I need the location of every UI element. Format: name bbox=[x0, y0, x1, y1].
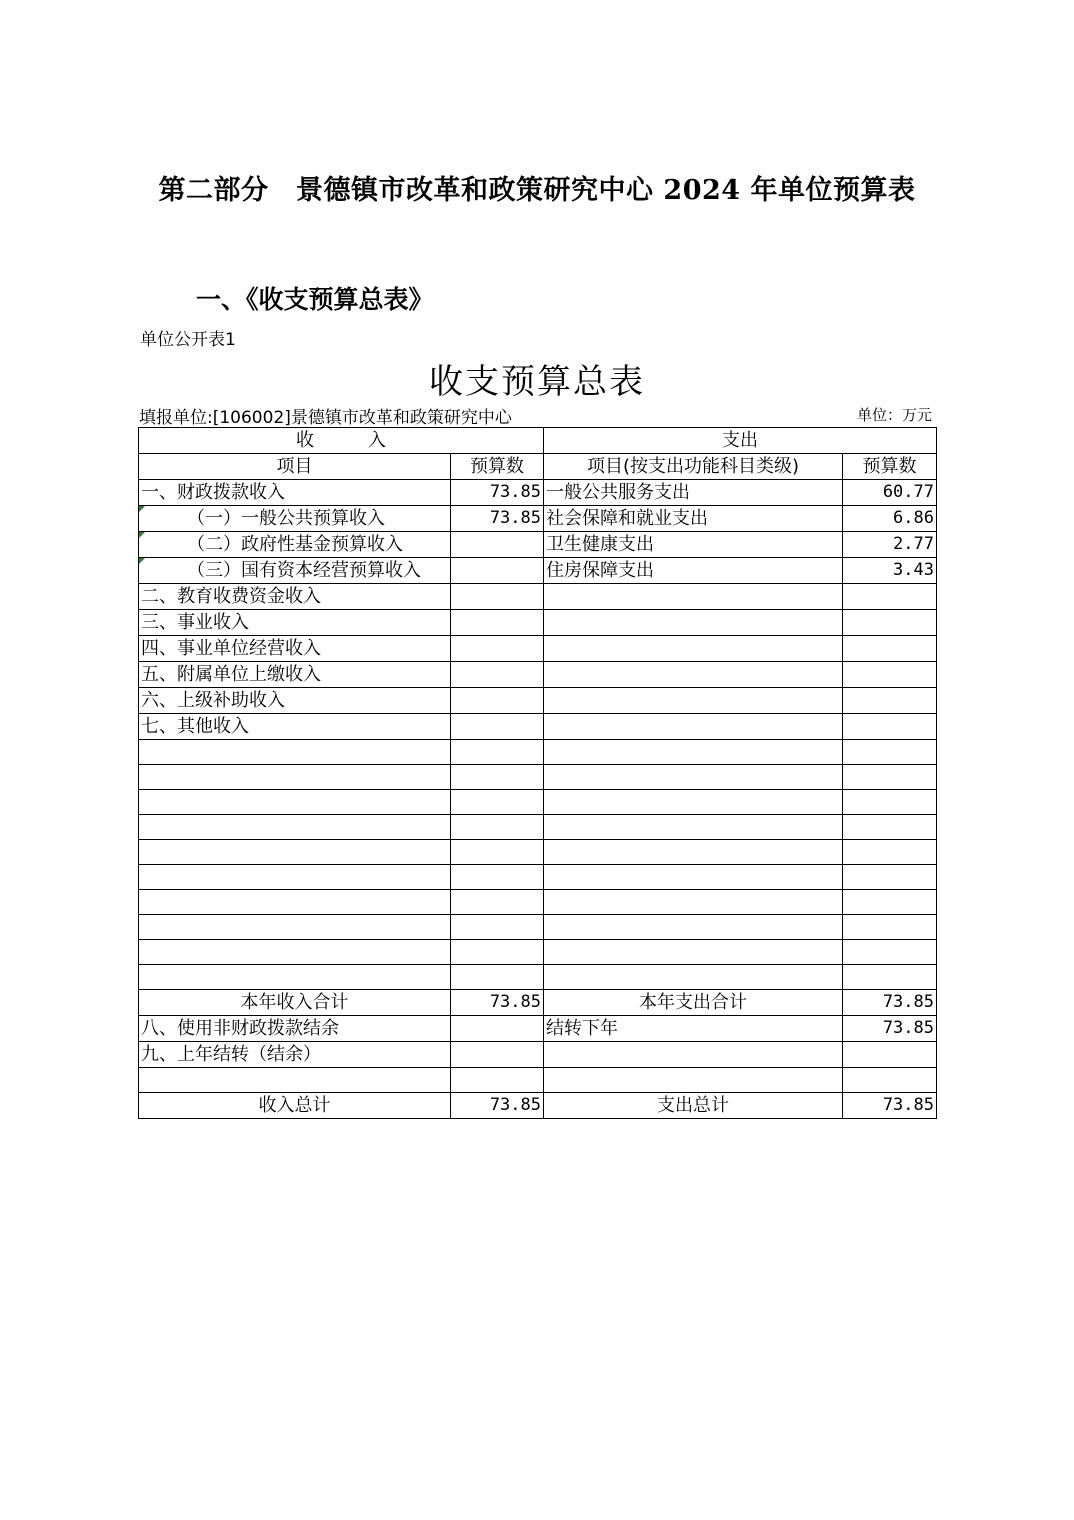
group-header-row bbox=[139, 428, 937, 454]
year-total-row bbox=[139, 990, 937, 1016]
table-row bbox=[139, 714, 937, 740]
empty-row bbox=[139, 915, 937, 940]
income-value bbox=[451, 688, 544, 714]
expense-value bbox=[843, 714, 937, 740]
expense-item: 卫生健康支出 bbox=[544, 532, 843, 558]
table-row bbox=[139, 688, 937, 714]
empty-row bbox=[139, 965, 937, 990]
table-row bbox=[139, 584, 937, 610]
empty-row bbox=[139, 940, 937, 965]
grand-expense-label: 支出总计 bbox=[544, 1093, 843, 1119]
income-item: 六、上级补助收入 bbox=[139, 688, 451, 714]
table-row bbox=[139, 558, 937, 584]
income-group-header: 收 入 bbox=[139, 428, 544, 454]
table-title: 收支预算总表 bbox=[429, 362, 645, 402]
table-row bbox=[139, 480, 937, 506]
income-value: 73.85 bbox=[451, 506, 544, 532]
expense-value bbox=[843, 662, 937, 688]
income-item: 七、其他收入 bbox=[139, 714, 451, 740]
income-item: 二、教育收费资金收入 bbox=[139, 584, 451, 610]
income-value bbox=[451, 558, 544, 584]
income-value bbox=[451, 610, 544, 636]
table-row bbox=[139, 610, 937, 636]
expense-value: 6.86 bbox=[843, 506, 937, 532]
expense-item-header: 项目(按支出功能科目类级) bbox=[544, 454, 843, 480]
year-expense-total-value: 73.85 bbox=[843, 990, 937, 1016]
grand-total-row bbox=[139, 1093, 937, 1119]
budget-summary-table bbox=[138, 427, 937, 1119]
income-item: 一、财政拨款收入 bbox=[139, 480, 451, 506]
income-item: 三、事业收入 bbox=[139, 610, 451, 636]
empty-row bbox=[139, 840, 937, 865]
empty-row bbox=[139, 865, 937, 890]
expense-item bbox=[544, 714, 843, 740]
empty-row bbox=[139, 1068, 937, 1093]
empty-row bbox=[139, 765, 937, 790]
expense-value: 2.77 bbox=[843, 532, 937, 558]
part-title: 第二部分 景德镇市改革和政策研究中心 2024 年单位预算表 bbox=[158, 175, 916, 206]
grand-income-value: 73.85 bbox=[451, 1093, 544, 1119]
carry-next-year-label: 结转下年 bbox=[544, 1016, 843, 1042]
carry-next-year-value: 73.85 bbox=[843, 1016, 937, 1042]
table-row bbox=[139, 1016, 937, 1042]
income-item: 五、附属单位上缴收入 bbox=[139, 662, 451, 688]
non-fiscal-balance-label: 八、使用非财政拨款结余 bbox=[139, 1016, 451, 1042]
income-item: 四、事业单位经营收入 bbox=[139, 636, 451, 662]
table-row bbox=[139, 662, 937, 688]
income-item: （三）国有资本经营预算收入 bbox=[139, 558, 451, 584]
expense-item: 一般公共服务支出 bbox=[544, 480, 843, 506]
prior-year-carryover-label: 九、上年结转（结余） bbox=[139, 1042, 451, 1068]
grand-income-label: 收入总计 bbox=[139, 1093, 451, 1119]
expense-item bbox=[544, 636, 843, 662]
table-row bbox=[139, 506, 937, 532]
expense-value: 60.77 bbox=[843, 480, 937, 506]
expense-value bbox=[843, 584, 937, 610]
expense-item bbox=[544, 662, 843, 688]
money-unit: 单位：万元 bbox=[856, 406, 932, 424]
empty-row bbox=[139, 890, 937, 915]
expense-item bbox=[544, 584, 843, 610]
income-budget-header: 预算数 bbox=[451, 454, 544, 480]
year-income-total-value: 73.85 bbox=[451, 990, 544, 1016]
table-row bbox=[139, 1042, 937, 1068]
table-row bbox=[139, 532, 937, 558]
income-value bbox=[451, 532, 544, 558]
expense-group-header: 支出 bbox=[544, 428, 937, 454]
income-value bbox=[451, 662, 544, 688]
income-value: 73.85 bbox=[451, 480, 544, 506]
section-title: 一、《收支预算总表》 bbox=[196, 285, 434, 314]
expense-item bbox=[544, 688, 843, 714]
year-expense-total-label: 本年支出合计 bbox=[544, 990, 843, 1016]
expense-value: 3.43 bbox=[843, 558, 937, 584]
expense-value bbox=[843, 636, 937, 662]
table-row bbox=[139, 636, 937, 662]
expense-value bbox=[843, 688, 937, 714]
expense-item bbox=[544, 610, 843, 636]
income-value bbox=[451, 636, 544, 662]
income-value bbox=[451, 714, 544, 740]
column-header-row bbox=[139, 454, 937, 480]
expense-value bbox=[843, 610, 937, 636]
expense-budget-header: 预算数 bbox=[843, 454, 937, 480]
income-value bbox=[451, 584, 544, 610]
grand-expense-value: 73.85 bbox=[843, 1093, 937, 1119]
empty-row bbox=[139, 740, 937, 765]
empty-row bbox=[139, 815, 937, 840]
form-number: 单位公开表1 bbox=[140, 330, 236, 350]
income-item-header: 项目 bbox=[139, 454, 451, 480]
filing-unit: 填报单位:[106002]景德镇市改革和政策研究中心 bbox=[139, 408, 512, 428]
income-item: （二）政府性基金预算收入 bbox=[139, 532, 451, 558]
income-item: （一）一般公共预算收入 bbox=[139, 506, 451, 532]
expense-item: 社会保障和就业支出 bbox=[544, 506, 843, 532]
empty-row bbox=[139, 790, 937, 815]
expense-item: 住房保障支出 bbox=[544, 558, 843, 584]
year-income-total-label: 本年收入合计 bbox=[139, 990, 451, 1016]
